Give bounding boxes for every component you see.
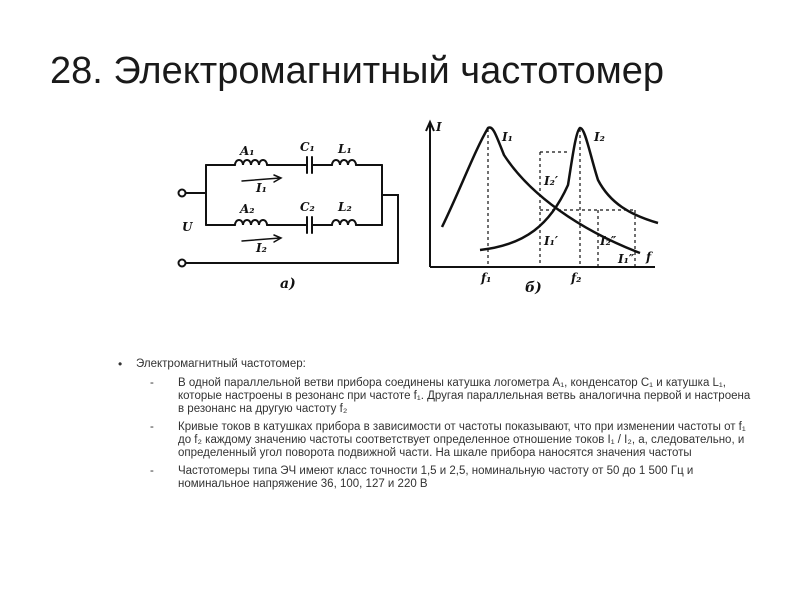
label-i1-double-prime: I₁″ bbox=[618, 252, 635, 266]
coil-a1 bbox=[235, 160, 267, 165]
label-a2: A₂ bbox=[240, 202, 255, 216]
terminal-top bbox=[179, 190, 186, 197]
page-title: 28. Электромагнитный частотомер bbox=[50, 50, 664, 92]
curve-label-i1: I₁ bbox=[502, 130, 513, 144]
coil-l2 bbox=[332, 220, 356, 225]
bullet-main: • Электромагнитный частотомер: bbox=[118, 358, 758, 371]
coil-a2 bbox=[235, 220, 267, 225]
label-i1-prime: I₁′ bbox=[544, 234, 559, 248]
label-c2: C₂ bbox=[300, 200, 315, 214]
label-u: U bbox=[182, 220, 193, 234]
tick-f2: f₂ bbox=[571, 271, 582, 285]
bullet-subitem: - В одной параллельной ветви прибора соединены катушка логометра А₁, конденсатор С₁ и катушка L₁, которые настроены в резонанс при частоте f₁. Другая параллельная ветвь аналогична первой и настроена в резонанс на другую частоту f₂ bbox=[150, 377, 751, 415]
resonance-graph bbox=[426, 120, 658, 296]
circuit-caption: а) bbox=[280, 276, 296, 292]
curve-i2 bbox=[480, 128, 658, 250]
bullet-subitem-text: В одной параллельной ветви прибора соединены катушка логометра А₁, конденсатор С₁ и катушка L₁, которые настроены в резонанс при частоте f₁. Другая параллельная ветвь аналогична первой и настроена в резонанс на другую частоту f₂ bbox=[178, 377, 751, 415]
curve-label-i2: I₂ bbox=[594, 130, 605, 144]
graph-caption: б) bbox=[525, 280, 542, 296]
frequency-meter-figure bbox=[160, 115, 680, 300]
axis-label-f: f bbox=[646, 250, 652, 264]
label-i2-prime: I₂′ bbox=[544, 174, 559, 188]
bullet-list bbox=[118, 358, 758, 496]
label-l2: L₂ bbox=[338, 200, 352, 214]
label-i2-double-prime: I₂″ bbox=[600, 234, 617, 248]
bullet-subitem: - Кривые токов в катушках прибора в зависимости от частоты показывают, что при изменении частоты от f₁ до f₂ каждому значению частоты соответствует определенное отношение токов I₁ / I₂, а, следовательно, и определенный угол поворота подвижной части. На шкале прибора наносятся значения частоты bbox=[150, 421, 746, 459]
bullet-subitem-text: Кривые токов в катушках прибора в зависимости от частоты показывают, что при изменении частоты от f₁ до f₂ каждому значению частоты соответствует определенное отношение токов I₁ / I₂, а, следовательно, и определенный угол поворота подвижной части. На шкале прибора наносятся значения частоты bbox=[178, 421, 746, 459]
label-l1: L₁ bbox=[338, 142, 352, 156]
label-i1: I₁ bbox=[256, 181, 267, 195]
bullet-subitem-text: Частотомеры типа ЭЧ имеют класс точности 1,5 и 2,5, номинальную частоту от 50 до 1 500 Гц и номинальное напряжение 36, 100, 127 и 220 В bbox=[178, 465, 694, 490]
terminal-bottom bbox=[179, 260, 186, 267]
label-c1: C₁ bbox=[300, 140, 315, 154]
axis-label-i: I bbox=[436, 120, 442, 134]
label-a1: A₁ bbox=[240, 144, 255, 158]
tick-f1: f₁ bbox=[481, 271, 492, 285]
coil-l1 bbox=[332, 160, 356, 165]
label-i2: I₂ bbox=[256, 241, 267, 255]
bullet-subitem: - Частотомеры типа ЭЧ имеют класс точности 1,5 и 2,5, номинальную частоту от 50 до 1 500 Гц и номинальное напряжение 36, 100, 127 и 220 В bbox=[150, 465, 694, 490]
circuit-diagram bbox=[179, 157, 399, 267]
